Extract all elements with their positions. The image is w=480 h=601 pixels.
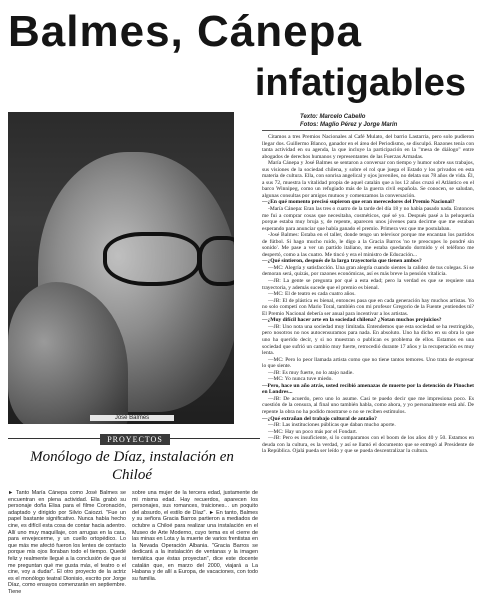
article-paragraph: —MC: Pero lo peor llamada artista como que no tiene tantos temores. Uno trata de expresar lo que siente. [262, 356, 474, 370]
article-paragraph: María Cánepa y José Balmes se sentaron a conversar con tiempo y humor sobre sus trabajos, sus visiones de la sociedad chilena, y sobre el rol que juega el Estado y los privados en esta materia de cultura. Ella, con sonrisa angelical y ojos juveniles, no delata sus 78 años de vida. Él, a sus 72, muestra la vitalidad propia de aquel catalán que a los 12 años cruzó el Atlántico en el barco Winnipeg, como un refugiado más de la guerra civil española. Se conocen, se saludan, algunas consultas por amigos mutuos y comenzamos la conversación. [262, 160, 474, 199]
interview-question: —¿En qué momento precisó supieron que eran merecedores del Premio Nacional? [262, 199, 455, 206]
credit-photos: Fotos: Maglio Pérez y Jorge Marín [300, 121, 398, 128]
column-rule [262, 130, 474, 131]
portrait-photo [8, 112, 234, 424]
sidebar-text-2: sobre una mujer de la tercera edad, justamente de mi misma edad. Hay recuerdos, aparecen los personajes, sus romances, traiciones... un poquito del absurdo, el estilo de Díaz". ► En tanto, Balmes y su señora Gracia Barros partieron a mediados de octubre a Chiloé para realizar una instalación en el Museo de Arte Moderno, cuyo tema es el cierre de las minas en Lota y la muerte de varios frentistas en la Nevada Operación Albania. "Gracia Barros se dedicará a la instalación de ventanas y la imagen temática que éstas proyectan", dice este docente catalán que, en marzo del 2000, viajará a La Habana y de allí a Europa, de vacaciones, con todo su familia. [132, 490, 258, 582]
photo-glasses-lens [198, 236, 234, 286]
article-paragraph: Citamos a tres Premios Nacionales al Café Mulato, del barrio Lastarria, pero solo pudieron llegar dos. Guillermo Blanco, ganador en el área del Periodismo, se disculpó. Razones tenía con tanta actividad en su agenda, la que incluye la participación en la "mesa de diálogo" entre abogados de derechos humanos y representantes de las Fuerzas Armadas. [262, 134, 474, 160]
photo-caption: José Balmes [90, 415, 174, 421]
photo-glasses [103, 232, 201, 286]
headline-line2: infatigables [254, 62, 466, 104]
sidebar-column-1 [8, 490, 126, 598]
interview-question: —¿Qué sintieron, después de la larga trayectoria que tienen ambos? [262, 258, 422, 265]
credit-text: Texto: Marcelo Cabello [300, 114, 366, 120]
article-paragraph: -María Cánepa: Eran las tres o cuatro de la tarde del día 18 y no había pasado nada. Entonces me fui a comprar cosas que necesitaba, cosméticos, qué sé yo. Después pasé a la peluquería porque estaba muy bruja y, de repente, aparecen unos jóvenes para decirme que me estaban esperando para anunciar que había ganado el premio. Primera vez que me postulaban. [262, 206, 474, 232]
sidebar-text-1: ► Tanto María Cánepa como José Balmes se encuentran en plena actividad. Ella grabó su personaje doña Elisa para el filme Coronación, adaptado y dirigido por Silvio Caiozzi. "Fue un papel bastante significativo. Nunca había hecho cine, es difícil esta cosa de contar hacia adentro. Allí uno muy maquillaje, con arrugas en la cara, para envejecerme, y un cuello ortopédico. Lo que más me afectó fueron los lentes de contacto porque mis ojos lloraban todo el tiempo. Quedé feliz y realmente llegué a la conclusión de que si me preguntan qué me gusta más, el teatro o el cine, voy a dudar". El otro proyecto de la actriz es el monólogo teatral Dionisio, escrito por Jorge Díaz, como ensayos comenzarán en septiembre. Tiene [8, 490, 126, 595]
section-label: PROYECTOS [100, 434, 170, 445]
interview-question: —¿Muy difícil hacer arte en la sociedad chilena? ¿Notan muchos prejuicios? [262, 317, 442, 324]
interview-question: —Pero, hace un año atrás, usted recibió amenazas de muerte por la detención de Pinochet en Londres... [262, 382, 474, 396]
article-paragraph: —MC: El de teatro es cada cuatro años. [268, 291, 356, 298]
article-paragraph: —JB: De acuerdo, pero uno lo asume. Casi te puedo decir que me impresiona poco. Es cuestión de la censura, al final uno también habla, como ahora, y yo personalmente está ahí. De repente la obra no ha podido mostrarse o no se reciben estímulos. [262, 395, 474, 415]
sidebar-column-2 [132, 490, 258, 598]
sidebar-title: Monólogo de Díaz, instalación en Chiloé [30, 449, 234, 483]
interview-question: —¿Qué extrañan del trabajo cultural de antaño? [262, 415, 377, 422]
article-paragraph: —JB: Pero es insuficiente, si lo comparamos con el boom de los años 40 y 50. Estamos en deuda con la cultura, es la verdad, y así se llamó el documento que se entregó al Presidente de la República. Ojalá pueda ser leído y que se pueda descentralizar la cultura. [262, 435, 474, 455]
article-paragraph: —JB: La gente se pregunta por qué a esta edad; pero la verdad es que se requiere una trayectoria, y además sucede que el premio es bienal. [262, 278, 474, 291]
main-article [262, 134, 474, 596]
article-credits [300, 114, 470, 129]
article-paragraph: —JB: Las instituciones públicas que daban mucho aporte. [268, 422, 396, 429]
article-paragraph: —MC: Alegría y satisfacción. Una gran alegría cuando sientes la calidez de tus colegas. Si se demoran será, quizás, por razones económicas, así es más breve la pensión vitalicia. [262, 264, 474, 278]
article-paragraph: —JB: Es muy fuerte, no lo atajo nadie. [268, 369, 354, 376]
article-paragraph: —MC: Hay un poco más por el Fondart. [268, 428, 358, 435]
article-paragraph: -José Balmes: Estaba en el taller, donde tengo un televisor porque me encantan los partidos de fútbol. Si hago mucho ruido, le digo a la Gracia Barros 'no te preocupes lo pondré sin sonido'. Me pase a ver un partido italiano, me estaba quedando dormido y el teléfono me despertó, como a las cuatro. Me tincó y era el ministro de Educación... [262, 232, 474, 258]
headline-line1: Balmes, Cánepa [8, 7, 362, 56]
article-paragraph: —MC: Yo nunca tuve miedo. [268, 376, 333, 383]
article-paragraph: —JB: Uno nota una sociedad muy limitada. Entendemos que esta sociedad se ha restringido, pero nosotros no nos autocensuramos para nada. En absoluto. Uno ha dicho en su obra lo que uno ha querido decir, y si no muestran o publican es problema de ellos. Estamos en una sociedad que sufrió un cambio muy fuerte, retrocedió durante 17 años y la recuperación es muy lenta. [262, 323, 474, 357]
article-paragraph: —JB: El de plástica es bienal, entonces pasa que en cada generación hay muchos artistas. Yo no solo competí con Mario Toral, también con mi profesor Gregorio de la Fuente ¿entiendes tú? El Premio Nacional debería ser anual para incentivar a los artistas. [262, 297, 474, 317]
